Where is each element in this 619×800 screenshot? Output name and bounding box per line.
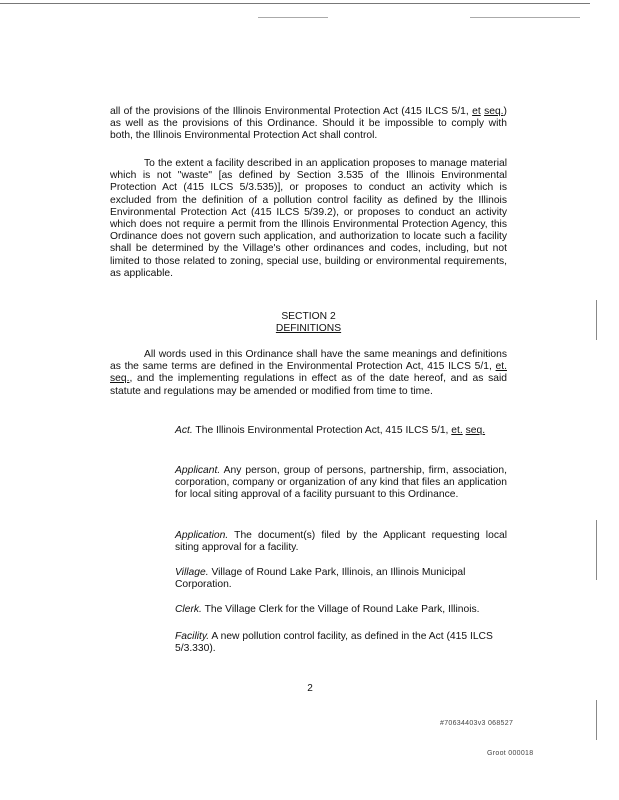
definition-applicant: Applicant. Any person, group of persons, partnership, firm, association, corporation, company or organization of any kind that files an application for local siting approval of a facility pursuant to this Ordinance.	[175, 465, 507, 501]
paragraph-non-waste: To the extent a facility described in an application proposes to manage material which is not "waste" [as defined by Section 3.535 of the Illinois Environmental Protection Act (415 ILCS 5/3.535)], or proposes to conduct an activity which is excluded from the definition of a pollution control facility as defined by the Illinois Environmental Protection Act (415 ILCS 5/39.2), or proposes to conduct an activity which does not require a permit from the Illinois Environmental Protection Agency, this Ordinance does not govern such application, and authorization to locate such a facility shall be determined by the Village's other ordinances and codes, including, but not limited to those related to zoning, special use, building or environmental requirements, as applicable.	[110, 158, 507, 279]
section-number: SECTION 2	[281, 311, 336, 322]
definition-clerk: Clerk. The Village Clerk for the Village of Round Lake Park, Illinois.	[175, 604, 480, 615]
document-id: #70634403v3 068527	[440, 720, 514, 727]
scan-margin-mark	[596, 520, 597, 580]
scan-margin-mark	[596, 300, 597, 340]
bates-number: Groot 000018	[487, 750, 534, 757]
paragraph-continuation: all of the provisions of the Illinois Environmental Protection Act (415 ILCS 5/1, et seq.) as well as the provisions of this Ordinance. Should it be impossible to comply with both, the Illinois Environmental Protection Act shall control.	[110, 106, 507, 142]
definition-village: Village. Village of Round Lake Park, Illinois, an Illinois Municipal Corporation.	[175, 567, 466, 591]
scan-artifact	[470, 17, 580, 18]
paragraph-definitions-intro: All words used in this Ordinance shall have the same meanings and definitions as the same terms are defined in the Environmental Protection Act, 415 ILCS 5/1, et. seq., and the implementing regulations in effect as of the date hereof, and as said statute and regulations may be amended or modified from time to time.	[110, 349, 507, 397]
section-title: DEFINITIONS	[275, 323, 342, 334]
page-number: 2	[307, 683, 313, 694]
scan-artifact	[258, 17, 328, 18]
definition-facility: Facility. A new pollution control facility, as defined in the Act (415 ILCS 5/3.330).	[175, 631, 493, 655]
definition-act: Act. The Illinois Environmental Protection Act, 415 ILCS 5/1, et. seq.	[175, 425, 486, 436]
scan-artifact-top	[0, 3, 590, 4]
definition-application: Application. The document(s) filed by the Applicant requesting local siting approval for a facility.	[175, 530, 507, 554]
section-title-wrap	[110, 323, 507, 335]
scan-margin-mark	[596, 700, 597, 740]
